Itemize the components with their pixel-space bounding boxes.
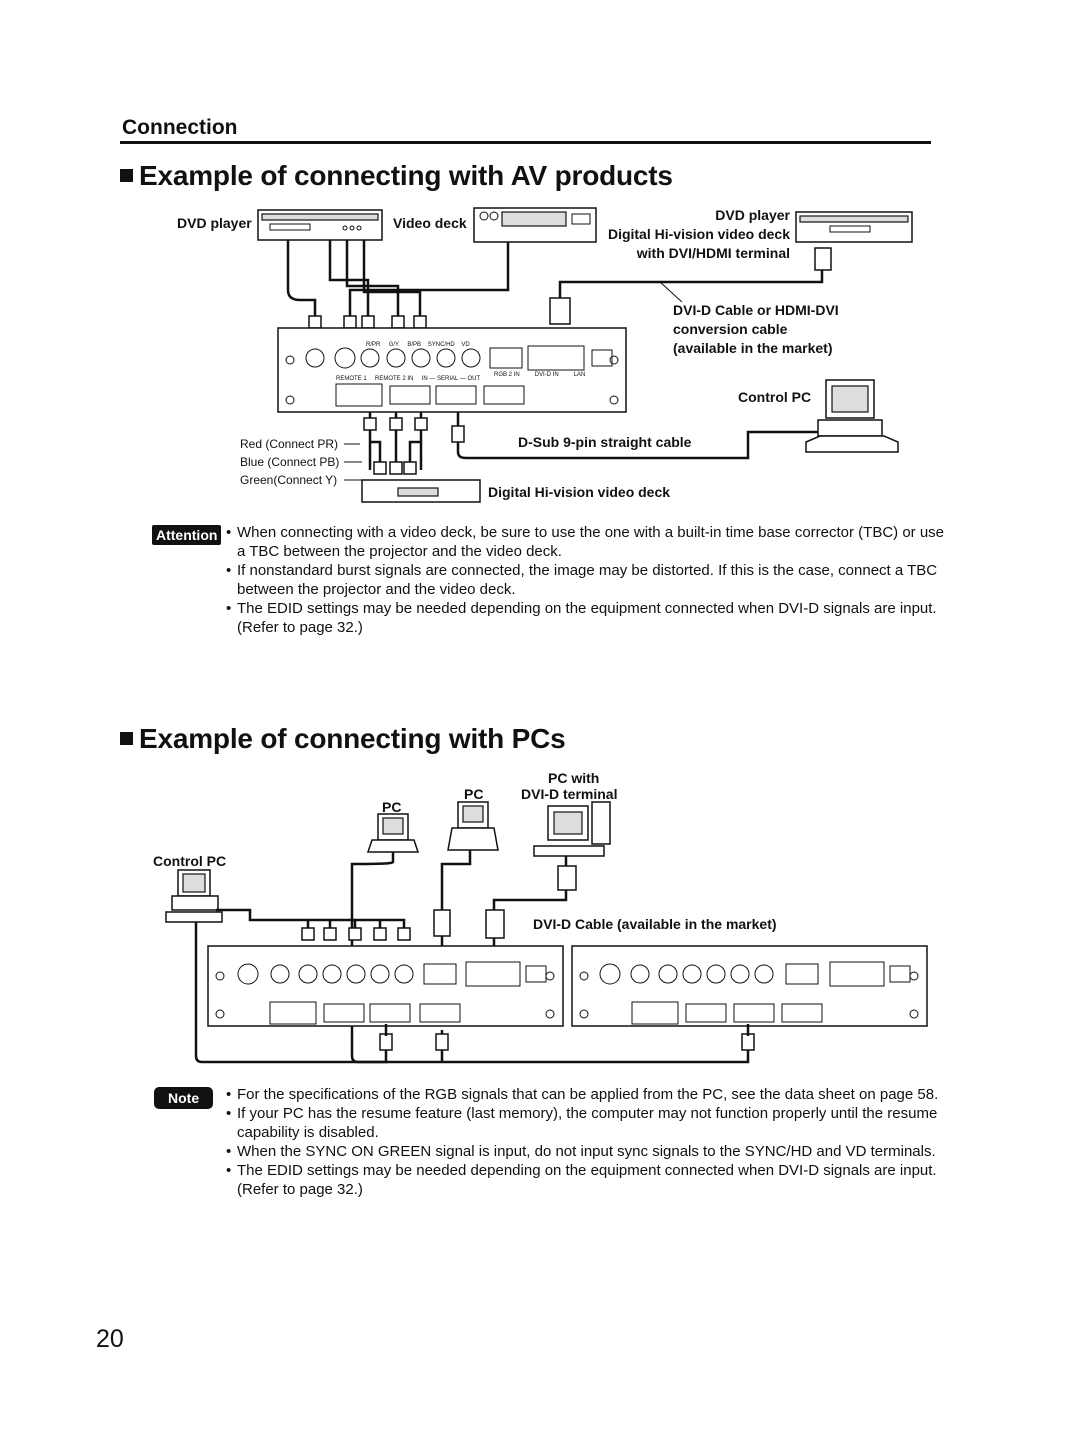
- section-title: Connection: [122, 116, 238, 139]
- note-item: • If your PC has the resume feature (last memory), the computer may not function properly until the resume capability is disabled.: [226, 1104, 946, 1142]
- label-dvd-player-right: DVD player: [715, 207, 790, 223]
- label-pc-with: PC with: [548, 770, 600, 786]
- label-digital-hivision-bottom: Digital Hi-vision video deck: [488, 484, 671, 500]
- control-pc-icon: [166, 870, 222, 922]
- label-cable-line2: conversion cable: [673, 321, 788, 337]
- label-control-pc-pcs: Control PC: [153, 853, 227, 869]
- label-dvi-cable: DVI-D Cable (available in the market): [533, 916, 777, 932]
- label-green: Green(Connect Y): [240, 473, 338, 487]
- label-pc-mid: PC: [464, 786, 484, 802]
- attention-list: [226, 523, 946, 637]
- note-item: • For the specifications of the RGB signals that can be applied from the PC, see the data sheet on page 58.: [226, 1085, 946, 1104]
- label-pc-left: PC: [382, 799, 402, 815]
- projector-terminal-panel-right: [572, 946, 927, 1026]
- projector-terminal-panel-left: [208, 946, 563, 1026]
- note-item: • The EDID settings may be needed depending on the equipment connected when DVI-D signals are input. (Refer to page 32.): [226, 1161, 946, 1199]
- page-number: 20: [96, 1325, 124, 1353]
- attention-tag: Attention: [152, 525, 221, 545]
- label-with-dvi-hdmi: with DVI/HDMI terminal: [636, 245, 790, 261]
- attention-item: • If nonstandard burst signals are connected, the image may be distorted. If this is the case, connect a TBC between the projector and the video deck.: [226, 561, 946, 599]
- connector-plug-icon: [309, 316, 426, 328]
- heading-square-icon: [120, 732, 133, 745]
- label-red: Red (Connect PR): [240, 437, 339, 451]
- desktop-pc-with-dvi-icon: [534, 802, 610, 856]
- label-blue: Blue (Connect PB): [240, 455, 340, 469]
- laptop-icon: [368, 814, 418, 852]
- pc-heading: [120, 723, 566, 755]
- projector-terminal-panel-icon: [278, 328, 626, 412]
- label-dvd-player-left: DVD player: [177, 215, 252, 231]
- video-deck-icon: [474, 208, 596, 242]
- label-video-deck: Video deck: [393, 215, 467, 231]
- desktop-pc-icon: [806, 380, 898, 452]
- av-heading-text: Example of connecting with AV products: [139, 160, 673, 191]
- label-digital-hivision-right: Digital Hi-vision video deck: [607, 226, 790, 242]
- label-cable-line3: (available in the market): [673, 340, 833, 356]
- note-list: [226, 1085, 946, 1199]
- label-cable-line1: DVI-D Cable or HDMI-DVI: [673, 302, 839, 318]
- laptop-icon-2: [448, 802, 498, 850]
- dvd-player-right-icon: [796, 212, 912, 242]
- panel-remote-labels: REMOTE 1 REMOTE 2 IN IN — SERIAL — OUT: [336, 376, 481, 382]
- note-tag: Note: [154, 1087, 213, 1109]
- label-control-pc-av: Control PC: [738, 389, 812, 405]
- panel-terminal-labels: R/PR G/Y B/PB SYNC/HD VD: [366, 342, 470, 348]
- attention-item: • The EDID settings may be needed depending on the equipment connected when DVI-D signals are input. (Refer to page 32.): [226, 599, 946, 637]
- attention-item: • When connecting with a video deck, be sure to use the one with a built-in time base corrector (TBC) or use a TBC between the projector and the video deck.: [226, 523, 946, 561]
- dvd-player-icon: [258, 210, 382, 240]
- label-dsub-cable: D-Sub 9-pin straight cable: [518, 434, 692, 450]
- panel-input-labels: RGB 2 IN DVI-D IN LAN: [494, 372, 586, 378]
- pc-heading-text: Example of connecting with PCs: [139, 723, 566, 754]
- label-dvi-terminal: DVI-D terminal: [521, 786, 618, 802]
- digital-hivision-deck-icon: [362, 480, 480, 502]
- note-item: • When the SYNC ON GREEN signal is input, do not input sync signals to the SYNC/HD and VD terminals.: [226, 1142, 946, 1161]
